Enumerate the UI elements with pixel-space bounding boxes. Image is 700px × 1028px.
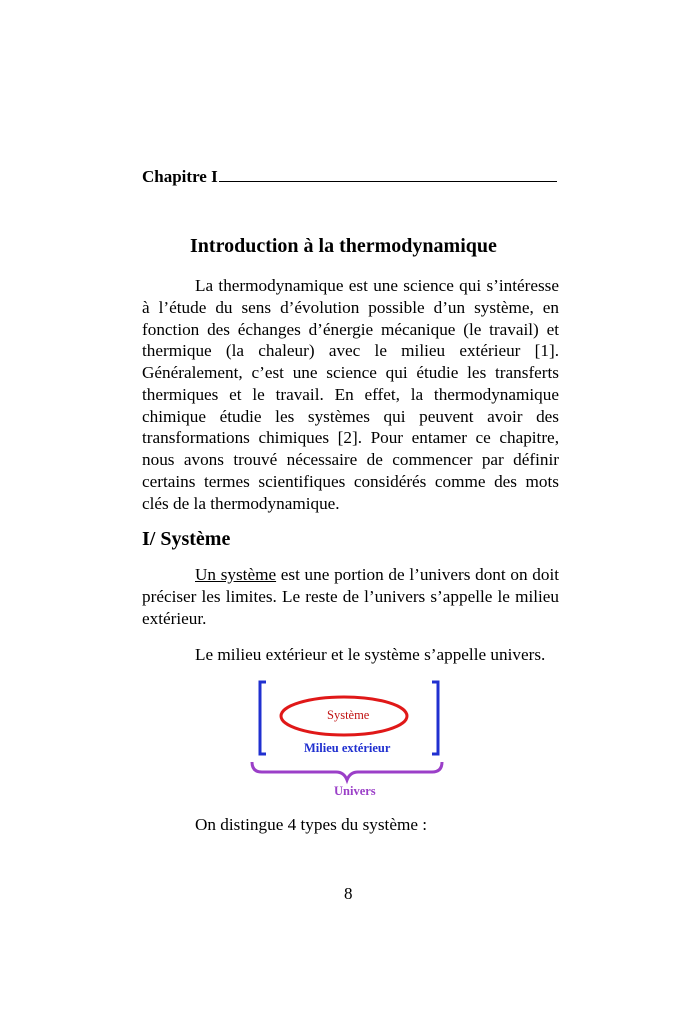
page-number: 8	[344, 884, 353, 903]
system-definition-paragraph	[142, 564, 559, 629]
chapter-label: Chapitre I	[142, 167, 218, 186]
page-title: Introduction à la thermodynamique	[190, 235, 497, 257]
left-bracket	[260, 682, 266, 754]
surroundings-label: Milieu extérieur	[304, 741, 391, 755]
universe-label: Univers	[334, 784, 376, 798]
types-paragraph: On distingue 4 types du système :	[195, 815, 428, 834]
universe-brace	[252, 762, 442, 780]
definition-term: Un système	[195, 565, 277, 584]
definition-text: est une portion de l’univers dont on doit préciser les limites. Le reste de l’univers s’appelle le milieu extérieur.	[142, 565, 559, 628]
right-bracket	[432, 682, 438, 754]
intro-paragraph: La thermodynamique est une science qui s’intéresse à l’étude du sens d’évolution possible d’un système, en fonction des échanges d’énergie mécanique (le travail) et thermique (la chaleur) avec le milieu extérieur [1]. Généralement, c’est une science qui étudie les transferts thermiques et le travail. En effet, la thermodynamique chimique étudie les systèmes qui peuvent avoir des transformations chimiques [2]. Pour entamer ce chapitre, nous avons trouvé nécessaire de commencer par définir certains termes scientifiques considérés comme des mots clés de la thermodynamique.	[142, 276, 559, 513]
header-rule	[219, 166, 557, 182]
section-heading: I/ Système	[142, 528, 231, 550]
univers-paragraph: Le milieu extérieur et le système s’appelle univers.	[195, 645, 546, 664]
system-diagram	[244, 676, 454, 806]
system-label: Système	[327, 708, 370, 722]
chapter-header	[142, 166, 557, 187]
